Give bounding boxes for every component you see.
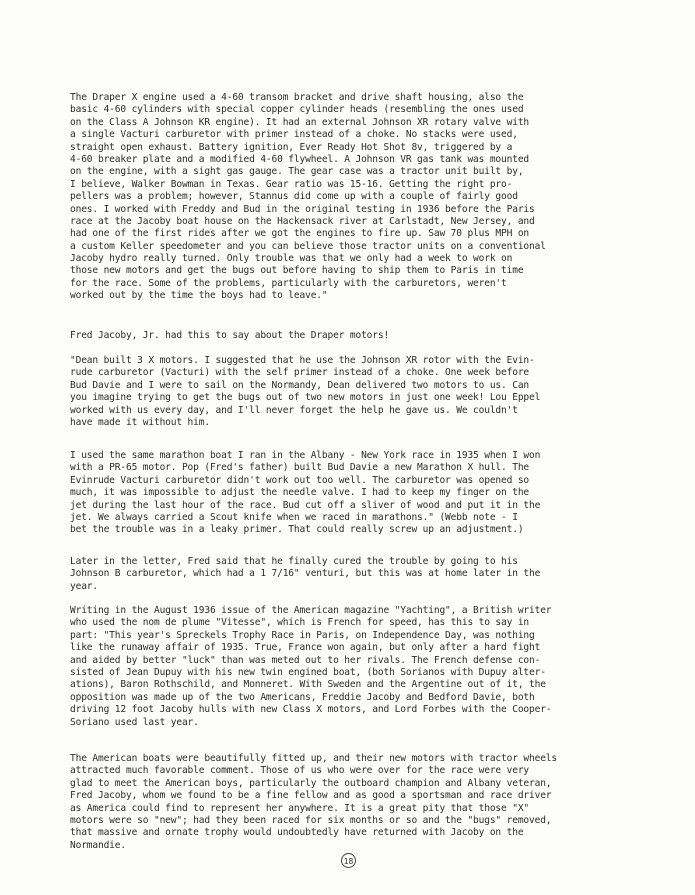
text-line: on the engine, with a sight gas gauge. The gear case was a tractor unit built by, xyxy=(70,166,524,178)
text-line: The Draper X engine used a 4-60 transom bracket and drive shaft housing, also the xyxy=(70,92,524,103)
text-line: basic 4-60 cylinders with special copper cylinder heads (resembling the ones used xyxy=(70,104,524,116)
paragraph xyxy=(70,92,650,303)
text-line: like the runaway affair of 1935. True, France won again, but only after a hard fight xyxy=(70,642,541,654)
text-line: much, it was impossible to adjust the needle valve. I had to keep my finger on the xyxy=(70,487,530,499)
paragraph xyxy=(70,450,650,537)
text-line: Jacoby hydro really turned. Only trouble was that we only had a week to work on xyxy=(70,253,513,265)
text-line: with a PR-65 motor. Pop (Fred's father) built Bud Davie a new Marathon X hull. The xyxy=(70,462,530,474)
text-line: ones. I worked with Freddy and Bud in the original testing in 1936 before the Paris xyxy=(70,203,535,215)
text-line: jet. We always carried a Scout knife when we raced in marathons." (Webb note - I xyxy=(70,511,518,523)
paragraph xyxy=(70,556,650,593)
text-line: Johnson B carburetor, which had a 1 7/16" venturi, but this was at home later in the xyxy=(70,568,541,580)
text-line: on the Class A Johnson KR engine). It had an external Johnson XR rotary valve with xyxy=(70,116,530,128)
text-line: part: "This year's Spreckels Trophy Race in Paris, on Independence Day, was nothing xyxy=(70,629,535,641)
text-line: Bud Davie and I were to sail on the Normandy, Dean delivered two motors to us. Can xyxy=(70,379,530,391)
text-line: and aided by better "luck" than was meted out to her rivals. The French defense con- xyxy=(70,654,541,666)
text-line: pellers was a problem; however, Stannus did come up with a couple of fairly good xyxy=(70,191,518,203)
text-line: attracted much favorable comment. Those of us who were over for the race were very xyxy=(70,765,530,777)
text-line: bet the trouble was in a leaky primer. That could really screw up an adjustment.) xyxy=(70,524,524,536)
text-line: jet during the last hour of the race. Bud cut off a sliver of wood and put it in the xyxy=(70,499,541,511)
text-line: a custom Keller speedometer and you can believe those tractor units on a conventional xyxy=(70,240,546,252)
text-line: had one of the first rides after we got the engines to fire up. Saw 70 plus MPH on xyxy=(70,228,530,240)
text-line: straight open exhaust. Battery ignition, Ever Ready Hot Shot 8v, triggered by a xyxy=(70,141,513,153)
paragraph xyxy=(70,355,650,429)
text-line: Fred Jacoby, Jr. had this to say about the Draper motors! xyxy=(70,330,390,341)
text-line: that massive and ornate trophy would undoubtedly have returned with Jacoby on the xyxy=(70,827,524,839)
paragraph xyxy=(70,330,650,342)
text-line: worked out by the time the boys had to leave." xyxy=(70,290,328,302)
text-line: as America could find to represent her anywhere. It is a great pity that those "X" xyxy=(70,802,530,814)
text-line: you imagine trying to get the bugs out of two new motors in just one week! Lou Eppel xyxy=(70,392,541,404)
text-line: who used the nom de plume "Vitesse", which is French for speed, has this to say in xyxy=(70,617,530,629)
text-line: glad to meet the American boys, particularly the outboard champion and Albany veteran, xyxy=(70,777,552,789)
text-line: worked with us every day, and I'll never forget the help he gave us. We couldn't xyxy=(70,404,518,416)
text-line: sisted of Jean Dupuy with his new twin engined boat, (both Sorianos with Dupuy alter- xyxy=(70,666,546,678)
text-line: Writing in the August 1936 issue of the American magazine "Yachting", a British writer xyxy=(70,605,552,616)
text-line: 4-60 breaker plate and a modified 4-60 flywheel. A Johnson VR gas tank was mounted xyxy=(70,153,530,165)
page-number: 18 xyxy=(341,853,356,868)
text-line: Normandie. xyxy=(70,839,126,851)
paragraph xyxy=(70,753,650,852)
text-line: I believe, Walker Bowman in Texas. Gear ratio was 15-16. Getting the right pro- xyxy=(70,178,513,190)
text-line: those new motors and get the bugs out before having to ship them to Paris in time xyxy=(70,265,524,277)
text-line: I used the same marathon boat I ran in the Albany - New York race in 1935 when I won xyxy=(70,450,541,461)
text-line: Later in the letter, Fred said that he finally cured the trouble by going to his xyxy=(70,556,518,567)
text-line: opposition was made up of the two Americans, Freddie Jacoby and Bedford Davie, both xyxy=(70,691,535,703)
text-line: ations), Baron Rothschild, and Monneret. With Sweden and the Argentine out of it, the xyxy=(70,679,546,691)
text-line: year. xyxy=(70,580,98,592)
text-line: Fred Jacoby, whom we found to be a fine fellow and as good a sportsman and race driver xyxy=(70,790,552,802)
text-line: have made it without him. xyxy=(70,416,210,428)
text-line: The American boats were beautifully fitted up, and their new motors with tractor wheels xyxy=(70,753,558,764)
text-line: race at the Jacoby boat house on the Hackensack river at Carlstadt, New Jersey, and xyxy=(70,215,535,227)
text-line: for the race. Some of the problems, particularly with the carburetors, weren't xyxy=(70,277,507,289)
text-line: driving 12 foot Jacoby hulls with new Class X motors, and Lord Forbes with the Cooper- xyxy=(70,704,552,716)
text-line: Evinrude Vacturi carburetor didn't work out too well. The carburetor was opened so xyxy=(70,474,530,486)
paragraph xyxy=(70,605,650,729)
text-line: rude carburetor (Vacturi) with the self primer instead of a choke. One week before xyxy=(70,367,530,379)
text-line: "Dean built 3 X motors. I suggested that he use the Johnson XR rotor with the Evin- xyxy=(70,355,535,366)
text-line: Soriano used last year. xyxy=(70,716,199,728)
text-line: a single Vacturi carburetor with primer instead of a choke. No stacks were used, xyxy=(70,129,518,141)
text-line: motors were so "new"; had they been raced for six months or so and the "bugs" removed, xyxy=(70,814,552,826)
